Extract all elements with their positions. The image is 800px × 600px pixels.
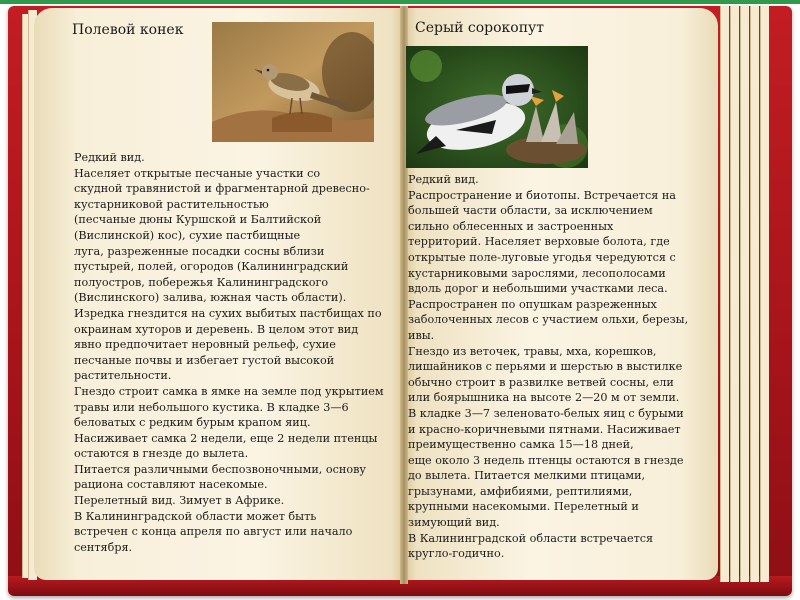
- text-line: растительности.: [74, 369, 172, 383]
- text-line: Гнездо из веточек, травы, мха, корешков,: [408, 344, 657, 358]
- text-line: луга, разреженные посадки сосны вблизи: [74, 244, 325, 258]
- right-page-text: [408, 172, 710, 562]
- text-line: открытые поле-луговые угодья чередуются с: [408, 250, 676, 264]
- page-edge: [750, 6, 759, 582]
- top-accent-strip: [0, 0, 800, 4]
- text-line: окраинам хуторов и деревень. В целом этот вид: [74, 322, 359, 336]
- text-line: обычно строит в развилке ветвей сосны, ели: [408, 375, 674, 389]
- text-line: вдоль дорог и небольшими участками леса.: [408, 282, 668, 296]
- text-line: заболоченных лесов с участием ольхи, березы,: [408, 313, 689, 327]
- text-line: еще около 3 недель птенцы остаются в гнезде: [408, 453, 684, 467]
- text-line: крупными насекомыми. Перелетный и: [408, 500, 639, 514]
- text-line: травы или небольшого кустика. В кладке 3—6: [74, 400, 349, 414]
- text-line: беловатых с редким бурым крапом яиц.: [74, 416, 311, 430]
- text-line: преимущественно самка 15—18 дней,: [408, 438, 634, 452]
- text-line: Перелетный вид. Зимует в Африке.: [74, 494, 285, 508]
- text-line: кустарниковыми зарослями, лесополосами: [408, 266, 666, 280]
- text-line: встречен с конца апреля по август или начало: [74, 525, 353, 539]
- text-line: сентября.: [74, 540, 133, 554]
- text-line: Изредка гнездится на сухих выбитых пастбищах по: [74, 306, 382, 320]
- shrike-bird-photo-icon: [406, 46, 588, 168]
- text-line: остаются в гнезде до вылета.: [74, 447, 249, 461]
- text-line: и красно-коричневыми пятнами. Насиживает: [408, 422, 681, 436]
- left-page-title: Полевой конек: [72, 22, 184, 38]
- right-page-title: Серый сорокопут: [415, 20, 545, 36]
- text-line: Распространение и биотопы. Встречается на: [408, 188, 676, 202]
- text-line: грызунами, амфибиями, рептилиями,: [408, 484, 633, 498]
- text-line: Редкий вид.: [408, 173, 479, 186]
- text-line: Населяет открытые песчаные участки со: [74, 166, 321, 180]
- text-line: до вылета. Питается мелкими птицами,: [408, 469, 646, 483]
- text-line: территорий. Населяет верховые болота, где: [408, 235, 670, 249]
- text-line: кругло-годично.: [408, 547, 505, 561]
- text-line: Гнездо строит самка в ямке на земле под укрытием: [74, 384, 384, 398]
- text-line: или боярышника на высоте 2—20 м от земли.: [408, 391, 680, 405]
- text-line: В Калининградской области может быть: [74, 509, 317, 523]
- text-line: В Калининградской области встречается: [408, 531, 654, 545]
- text-line: Распространен по опушкам разреженных: [408, 297, 657, 311]
- text-line: рациона составляют насекомые.: [74, 478, 268, 492]
- text-line: лишайников с перьями и шерстью в выстилке: [408, 360, 683, 374]
- page-edge: [760, 6, 769, 582]
- page-edge: [720, 6, 729, 582]
- text-line: ивы.: [408, 328, 435, 342]
- left-page-text: [74, 150, 400, 555]
- text-line: Питается различными беспозвоночными, основу: [74, 462, 366, 476]
- text-line: кустарниковой растительностью: [74, 197, 269, 211]
- text-line: зимующий вид.: [408, 516, 500, 530]
- text-line: (песчаные дюны Куршской и Балтийской: [74, 213, 322, 227]
- text-line: (Вислинского) залива, южная часть области).: [74, 291, 347, 305]
- text-line: песчаные почвы и избегает густой высокой: [74, 353, 335, 367]
- text-line: большей части области, за исключением: [408, 204, 653, 218]
- text-line: (Вислинской) кос), сухие пастбищные: [74, 228, 301, 242]
- text-line: полуостров, побережья Калининградского: [74, 275, 329, 289]
- text-line: В кладке 3—7 зеленовато-белых яиц с бурыми: [408, 406, 684, 420]
- pipit-bird-photo-icon: [212, 22, 374, 142]
- text-line: сильно облесенных и застроенных: [408, 219, 614, 233]
- text-line: Редкий вид.: [74, 151, 145, 164]
- text-line: скудной травянистой и фрагментарной древесно-: [74, 182, 370, 196]
- page-edge: [740, 6, 749, 582]
- text-line: пустырей, полей, огородов (Калининградский: [74, 260, 349, 274]
- text-line: Насиживает самка 2 недели, еще 2 недели птенцы: [74, 431, 378, 445]
- text-line: явно предпочитает неровный рельеф, сухие: [74, 338, 336, 352]
- page-edge: [730, 6, 739, 582]
